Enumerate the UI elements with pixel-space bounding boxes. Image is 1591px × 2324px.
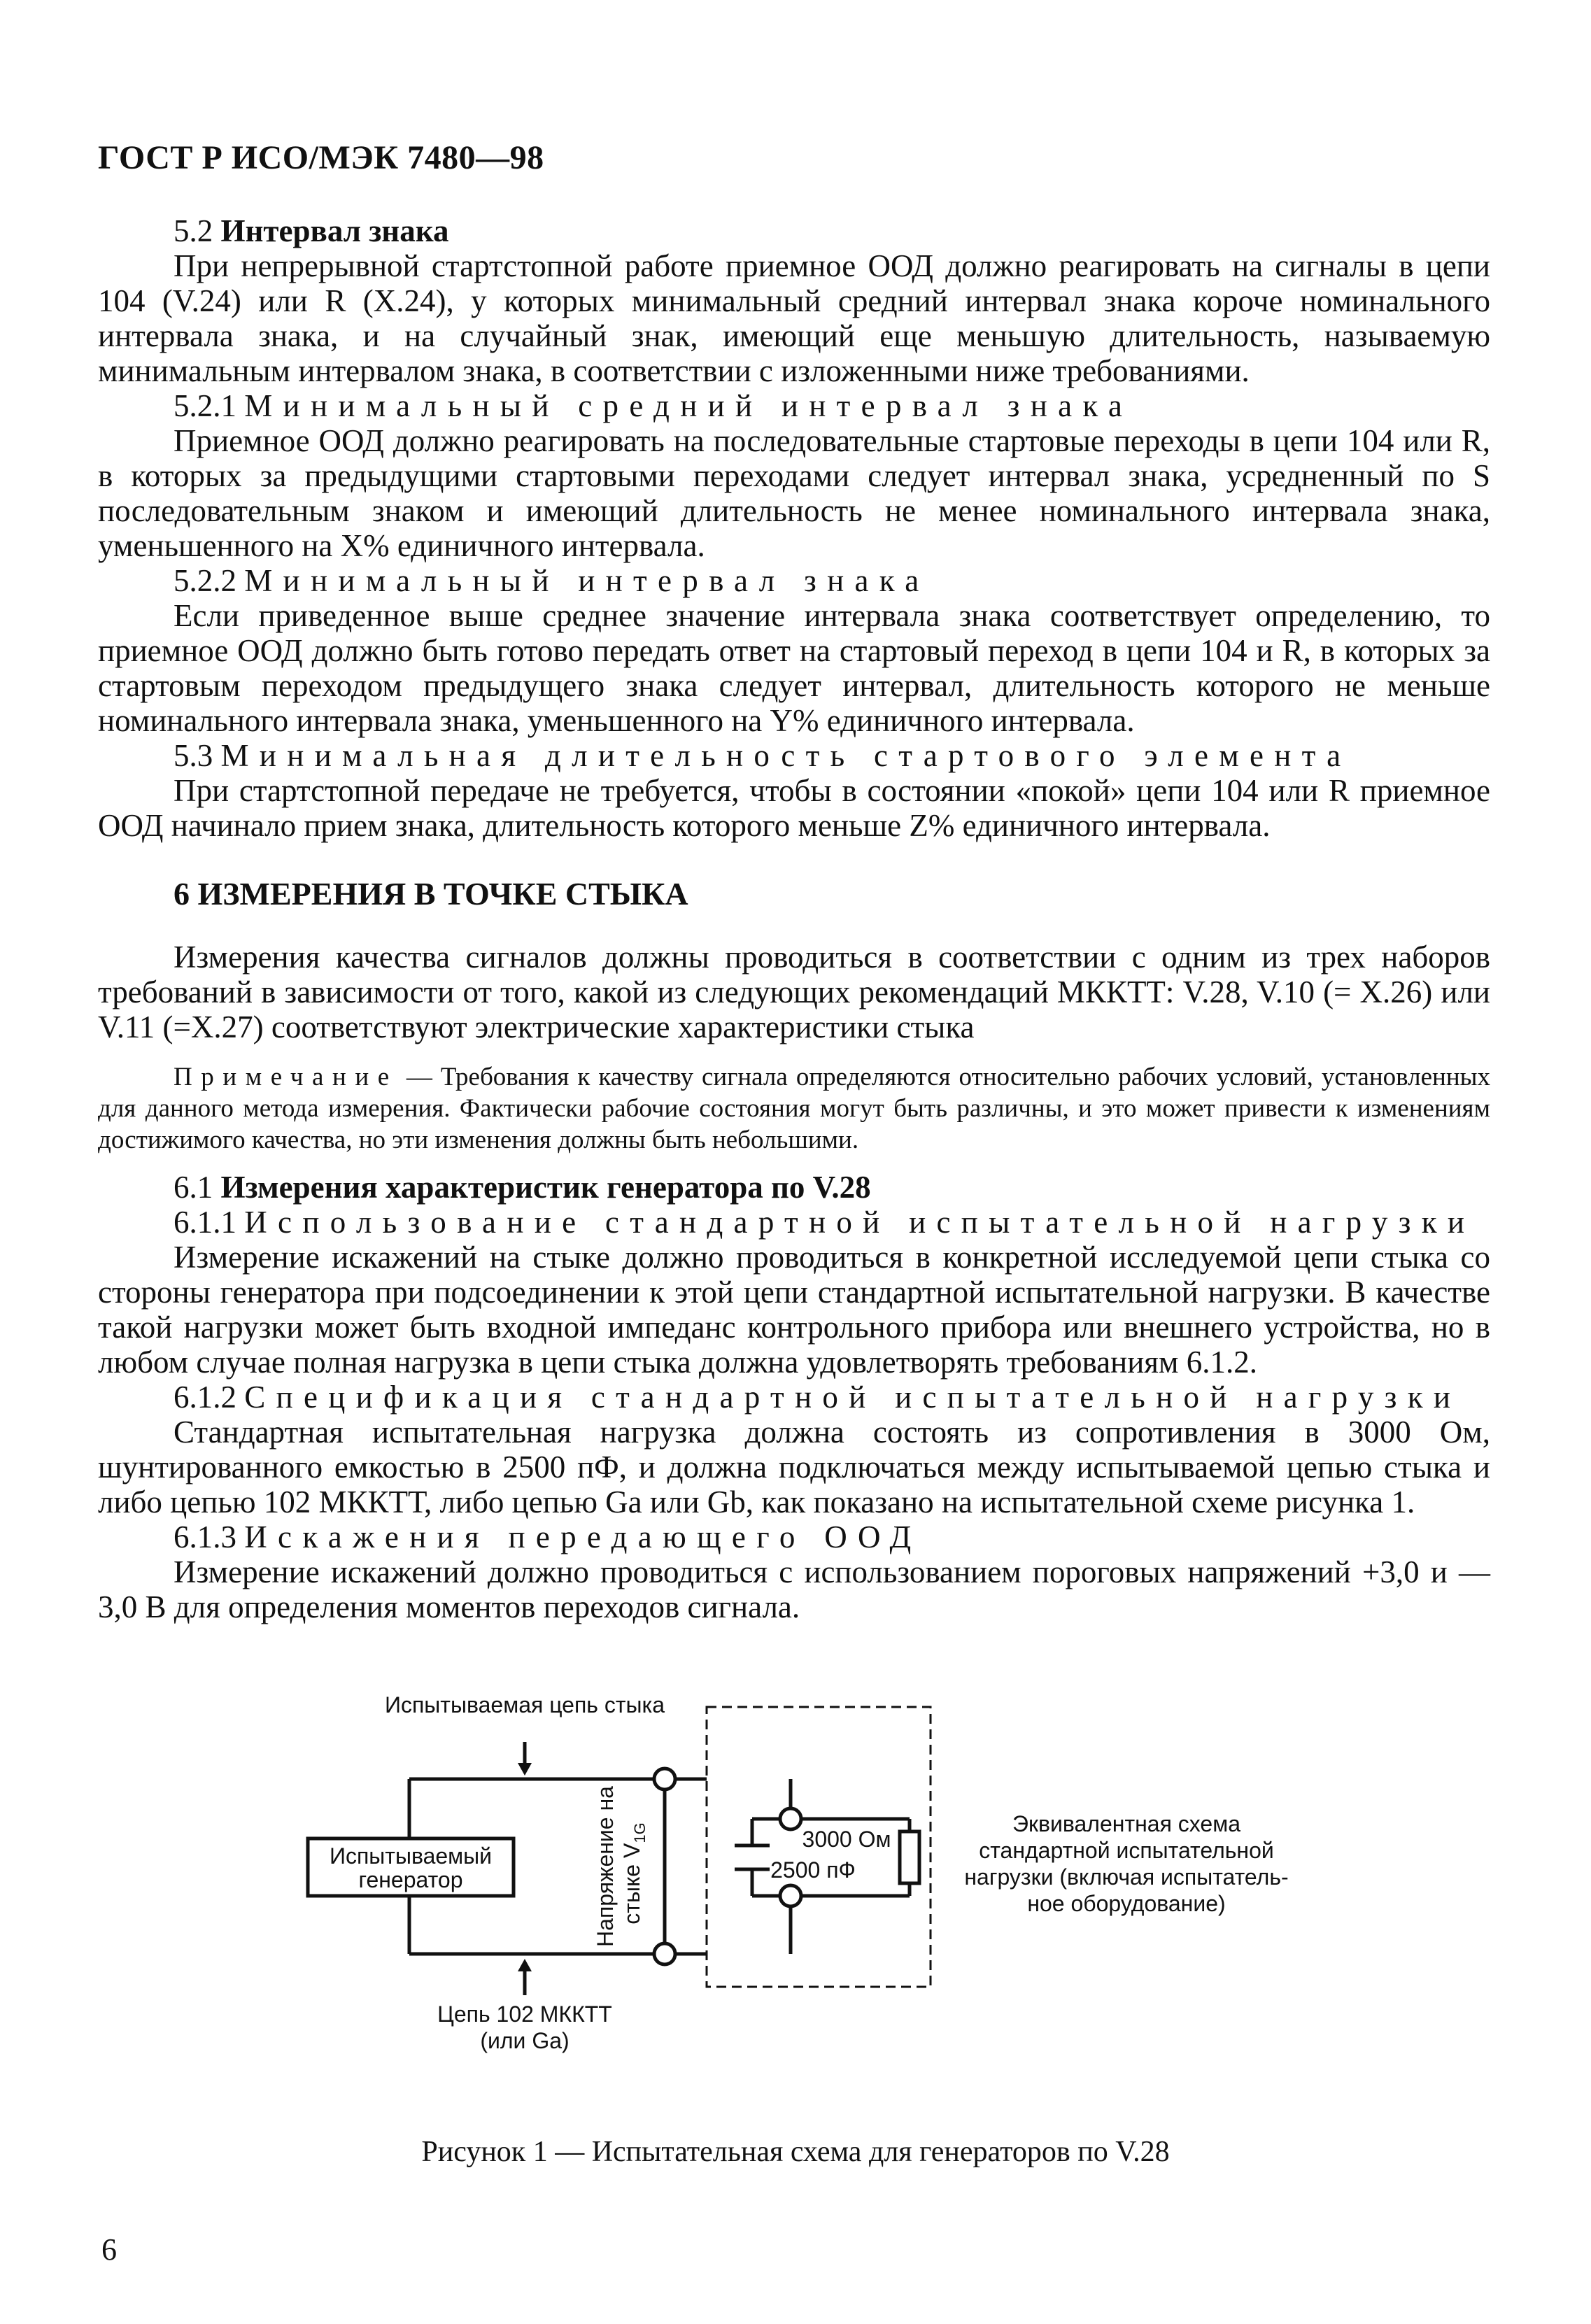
- section-number: 5.3: [174, 738, 213, 773]
- note: [98, 1061, 1490, 1156]
- generator-label-1: Испытываемый: [329, 1843, 493, 1869]
- voltage-label-group: [593, 1786, 649, 1947]
- capacitor-label: 2500 пФ: [770, 1857, 856, 1883]
- page-number: 6: [101, 2232, 117, 2267]
- section-title: Минимальная длительность стартового элемента: [220, 738, 1352, 773]
- section-5-3-heading: [98, 738, 1490, 773]
- section-number: 5.2: [174, 213, 213, 248]
- terminal-bottom: [654, 1943, 675, 1964]
- voltage-label-subscript: 1G: [631, 1822, 649, 1843]
- equivalent-load-label-3: нагрузки (включая испытатель-: [964, 1864, 1289, 1890]
- bottom-label-line-2: (или Ga): [480, 2028, 570, 2053]
- section-number: 5.2.2: [174, 563, 236, 598]
- note-label: Примечание: [174, 1063, 398, 1091]
- load-terminal-top: [780, 1808, 801, 1829]
- section-6-text: Измерения качества сигналов должны проводиться в соответствии с одним из трех наборов требований в зависимости от того, какой из следующих рекомендаций МККТТ: V.28, V.10 (= X.26) или V.11 (=X.27) соответствуют электрические характеристики стыка: [98, 940, 1490, 1044]
- section-number: 6.1.3: [174, 1519, 236, 1554]
- section-number: 6.1.1: [174, 1205, 236, 1240]
- section-title: Спецификация стандартной испытательной нагрузки: [244, 1380, 1462, 1415]
- equivalent-load-label: [945, 1811, 1308, 1917]
- section-title: Интервал знака: [220, 213, 449, 248]
- top-arrow-head: [518, 1763, 532, 1776]
- section-5-2-2-heading: [98, 563, 1490, 598]
- section-6-heading: 6 ИЗМЕРЕНИЯ В ТОЧКЕ СТЫКА: [174, 876, 688, 912]
- voltage-label-prefix: стыке V: [619, 1843, 644, 1925]
- section-6-1-3-text: Измерение искажений должно проводиться с использованием пороговых напряжений +3,0 и —3,0 В для определения моментов переходов сигнала.: [98, 1554, 1490, 1624]
- figure-1-circuit: [280, 1693, 1343, 2071]
- document-header: ГОСТ Р ИСО/МЭК 7480—98: [98, 139, 544, 176]
- bottom-label: [399, 2001, 651, 2054]
- voltage-label-2: [619, 1822, 649, 1924]
- terminal-top: [654, 1769, 675, 1790]
- section-6-1-heading: [98, 1170, 1490, 1205]
- section-6-1-1-text: Измерение искажений на стыке должно проводиться в конкретной исследуемой цепи стыка со стороны генератора при подсоединении к этой цепи стандартной испытательной нагрузки. В качестве такой нагрузки может быть входной импеданс контрольного прибора или внешнего устройства, но в любом случае полная нагрузка в цепи стыка должна удовлетворять требованиям 6.1.2.: [98, 1240, 1490, 1380]
- section-number: 6.1.2: [174, 1380, 236, 1415]
- section-5-3-text: При стартстопной передаче не требуется, чтобы в состоянии «покой» цепи 104 или R приемное ООД начинало прием знака, длительность которого меньше Z% единичного интервала.: [98, 773, 1490, 843]
- resistor-symbol: [900, 1831, 919, 1883]
- section-5-2-1-text: Приемное ООД должно реагировать на последовательные стартовые переходы в цепи 104 или R, в которых за предыдущими стартовыми переходами следует интервал знака, усредненный по S последовательным знаком и имеющий длительность не менее номинального интервала знака, уменьшенного на X% единичного интервала.: [98, 423, 1490, 563]
- note-text: — Требования к качеству сигнала определяются относительно рабочих условий, установленных для данного метода измерения. Фактически рабочие состояния могут быть различны, и это может привести к изменениям достижимого качества, но эти изменения должны быть небольшими.: [98, 1063, 1490, 1154]
- document-body: [98, 213, 1490, 1624]
- figure-caption: Рисунок 1 — Испытательная схема для генераторов по V.28: [421, 2136, 1170, 2168]
- top-label: Испытываемая цепь стыка: [384, 1692, 665, 1717]
- section-6-1-1-heading: [98, 1205, 1490, 1240]
- resistor-label: 3000 Ом: [802, 1827, 891, 1852]
- bottom-arrow-head: [518, 1959, 532, 1971]
- load-terminal-bottom: [780, 1885, 801, 1906]
- generator-label-2: генератор: [358, 1867, 463, 1892]
- section-number: 5.2.1: [174, 388, 236, 423]
- section-title: Искажения передающего ООД: [244, 1519, 922, 1554]
- section-5-2-heading: [98, 213, 1490, 248]
- section-5-2-1-heading: [98, 388, 1490, 423]
- equivalent-load-label-2: стандартной испытательной: [979, 1838, 1274, 1863]
- equivalent-load-label-4: ное оборудование): [1027, 1891, 1226, 1916]
- section-6-1-3-heading: [98, 1519, 1490, 1554]
- section-6-1-2-heading: [98, 1380, 1490, 1415]
- section-number: 6.1: [174, 1170, 213, 1205]
- section-title: Измерения характеристик генератора по V.28: [220, 1170, 871, 1205]
- section-6-1-2-text: Стандартная испытательная нагрузка должна состоять из сопротивления в 3000 Ом, шунтированного емкостью в 2500 пФ, и должна подключаться между испытываемой цепью стыка и либо цепью 102 МККТТ, либо цепью Ga или Gb, как показано на испытательной схеме рисунка 1.: [98, 1415, 1490, 1519]
- voltage-label-1: Напряжение на: [593, 1786, 618, 1947]
- equivalent-load-label-1: Эквивалентная схема: [1012, 1811, 1241, 1836]
- section-title: Минимальный средний интервал знака: [244, 388, 1133, 423]
- section-title: Минимальный интервал знака: [244, 563, 930, 598]
- section-5-2-2-text: Если приведенное выше среднее значение интервала знака соответствует определению, то приемное ООД должно быть готово передать ответ на стартовый переход в цепи 104 и R, в которых за стартовым переходом предыдущего знака следует интервал, длительность которого не меньше номинального интервала знака, уменьшенного на Y% единичного интервала.: [98, 598, 1490, 738]
- bottom-label-line-1: Цепь 102 МККТТ: [437, 2001, 612, 2027]
- section-title: Использование стандартной испытательной нагрузки: [244, 1205, 1476, 1240]
- section-5-2-text: При непрерывной стартстопной работе приемное ООД должно реагировать на сигналы в цепи 104 (V.24) или R (X.24), у которых минимальный средний интервал знака короче номинального интервала знака, и на случайный знак, имеющий еще меньшую длительность, называемую минимальным интервалом знака, в соответствии с изложенными ниже требованиями.: [98, 248, 1490, 388]
